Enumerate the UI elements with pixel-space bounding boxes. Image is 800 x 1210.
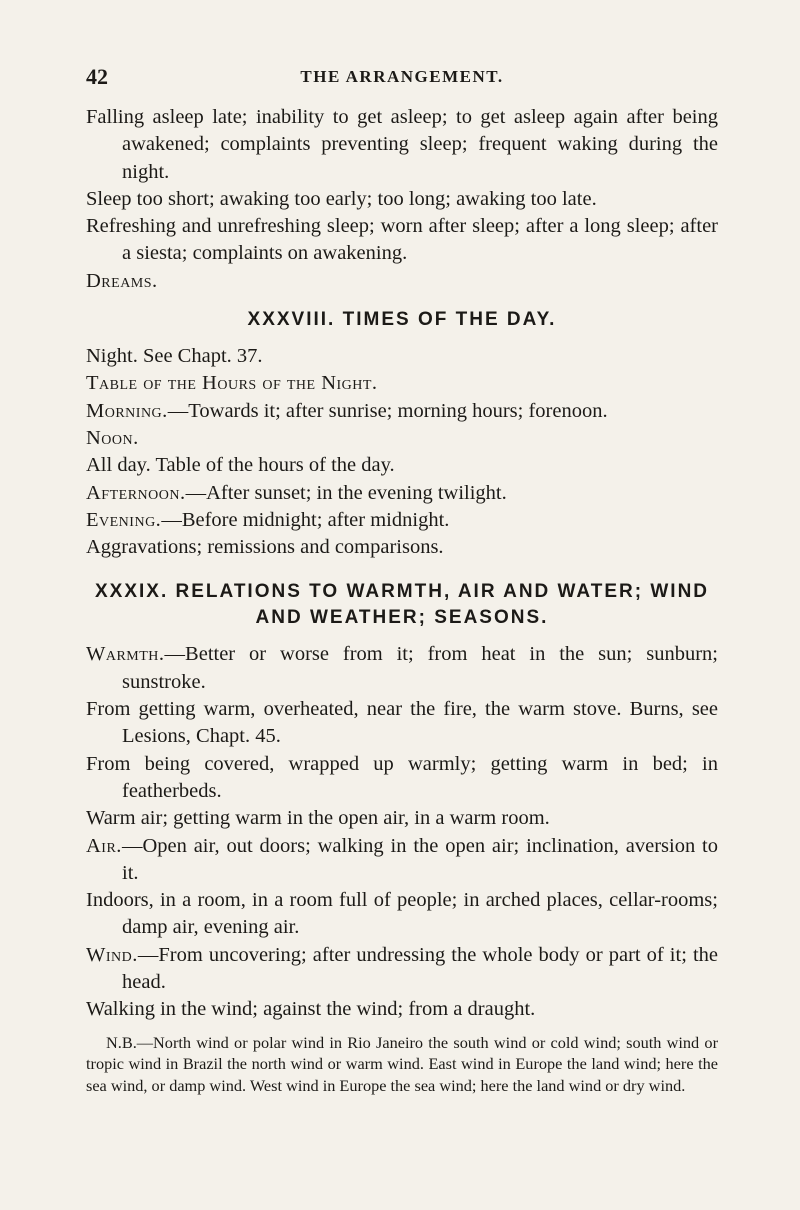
- paragraph-warmth: Warmth.—Better or worse from it; from heat in the sun; sunburn; sunstroke.: [86, 643, 718, 693]
- paragraph-warm-air: Warm air; getting warm in the open air, in a warm room.: [86, 807, 550, 830]
- paragraph-morning: Morning.—Towards it; after sunrise; morning hours; forenoon.: [86, 399, 608, 422]
- running-title: THE ARRANGEMENT.: [300, 67, 504, 86]
- paragraph-aggravations: Aggravations; remissions and comparisons.: [86, 536, 444, 559]
- footnote-wind: N.B.—North wind or polar wind in Rio Janeiro the south wind or cold wind; south wind or tropic wind in Brazil the north wind or warm wind. East wind in Europe the land wind; here the sea wind, or damp wind. West wind in Europe the sea wind; here the land wind or dry wind.: [86, 1032, 718, 1095]
- paragraph-sleep-refreshing: Refreshing and unrefreshing sleep; worn after sleep; after a long sleep; after a siesta; complaints on awakening.: [86, 215, 718, 265]
- paragraph-air: Air.—Open air, out doors; walking in the open air; inclination, aversion to it.: [86, 834, 718, 884]
- paragraph-evening: Evening.—Before midnight; after midnight.: [86, 508, 450, 531]
- paragraph-indoors: Indoors, in a room, in a room full of people; in arched places, cellar-rooms; damp air, evening air.: [86, 889, 718, 939]
- paragraph-wind: Wind.—From uncovering; after undressing the whole body or part of it; the head.: [86, 943, 718, 994]
- paragraph-night: Night. See Chapt. 37.: [86, 345, 263, 368]
- page-number: 42: [86, 64, 108, 89]
- paragraph-table-night: Table of the Hours of the Night.: [86, 372, 378, 395]
- section-heading-xxxix: XXXIX. RELATIONS TO WARMTH, AIR AND WATER; WIND AND WEATHER; SEASONS.: [94, 581, 710, 629]
- paragraph-dreams: Dreams.: [86, 269, 158, 292]
- paragraph-sleep-falling: Falling asleep late; inability to get asleep; to get asleep again after being awakened; complaints preventing sleep; frequent waking during the night.: [86, 106, 718, 183]
- page-header: [86, 64, 718, 92]
- section-heading-xxxviii: XXXVIII. TIMES OF THE DAY.: [247, 309, 557, 331]
- paragraph-sleep-short: Sleep too short; awaking too early; too long; awaking too late.: [86, 187, 597, 210]
- paragraph-afternoon: Afternoon.—After sunset; in the evening twilight.: [86, 481, 507, 504]
- paragraph-covered: From being covered, wrapped up warmly; getting warm in bed; in featherbeds.: [86, 752, 718, 802]
- paragraph-getting-warm: From getting warm, overheated, near the fire, the warm stove. Burns, see Lesions, Chapt. 45.: [86, 698, 718, 748]
- paragraph-noon: Noon.: [86, 426, 139, 449]
- paragraph-all-day: All day. Table of the hours of the day.: [86, 454, 395, 477]
- page-body: [86, 104, 718, 1096]
- paragraph-walking-wind: Walking in the wind; against the wind; from a draught.: [86, 998, 536, 1021]
